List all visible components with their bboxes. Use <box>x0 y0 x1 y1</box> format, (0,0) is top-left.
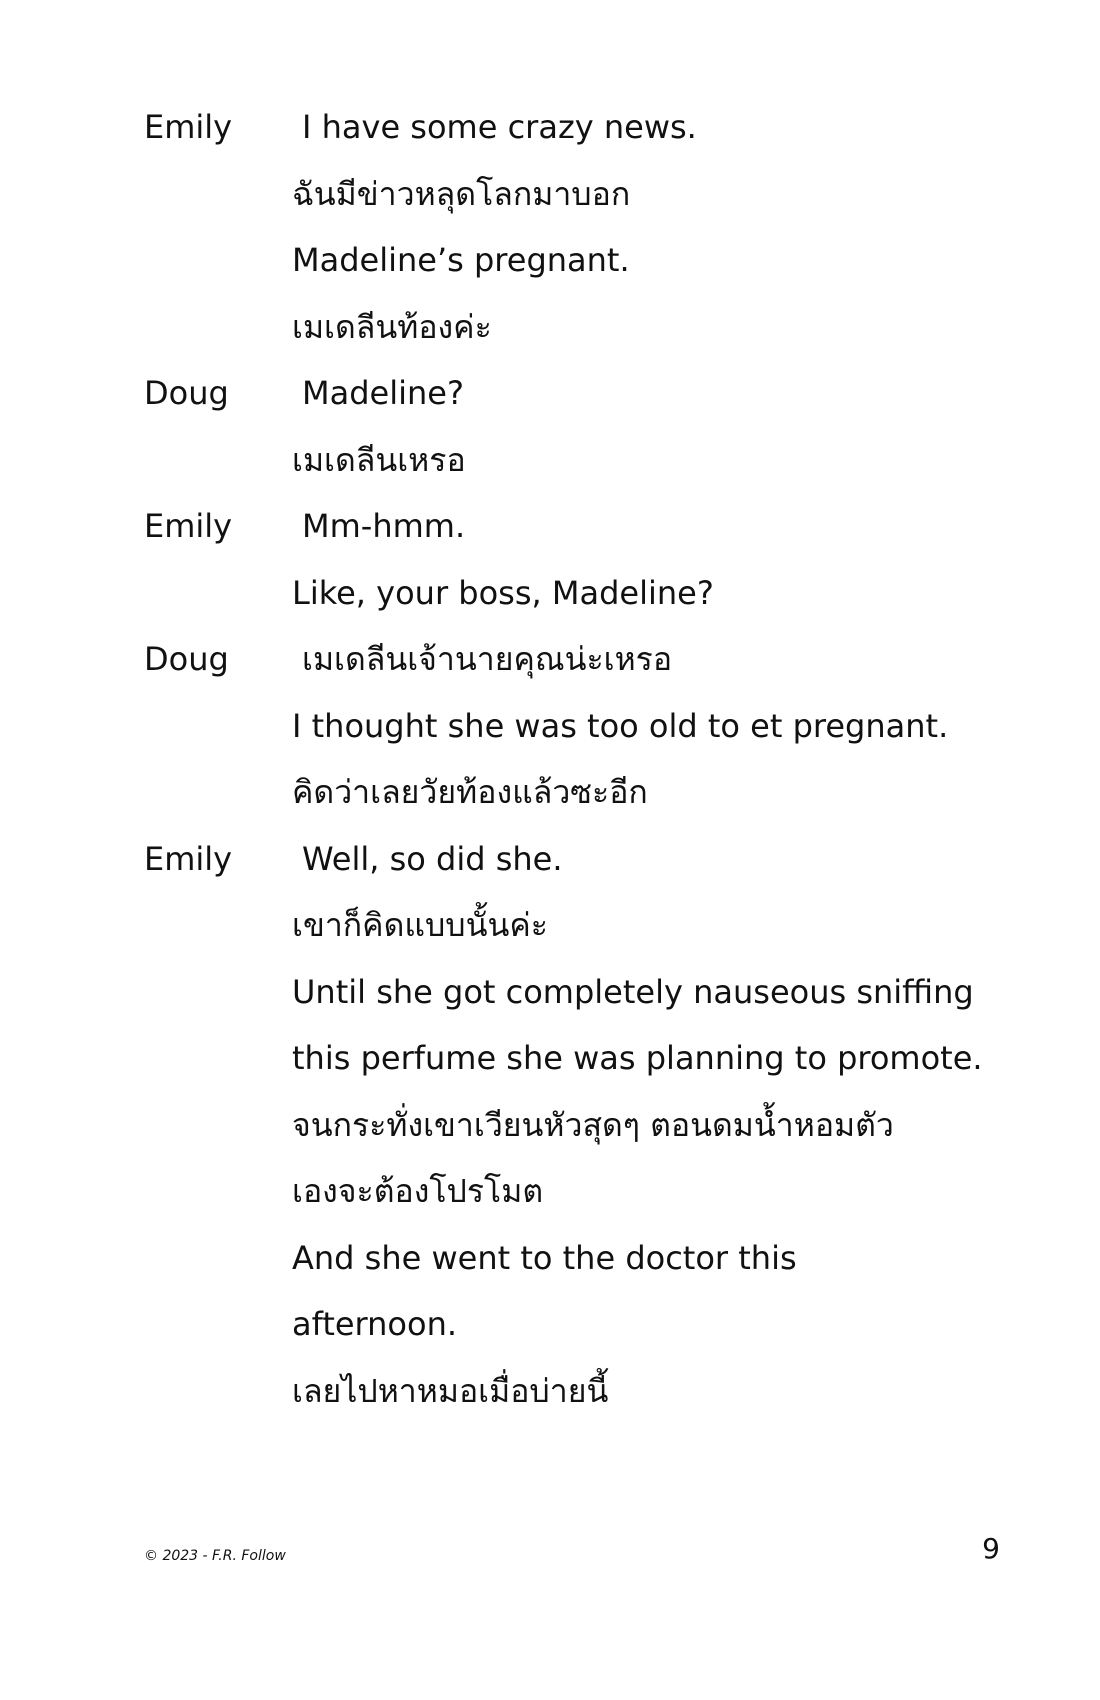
dialogue-line: Madeline? <box>302 374 464 412</box>
dialogue-line: Like, your boss, Madeline? <box>292 573 714 612</box>
dialogue-line: เลยไปหาหมอเมื่อบ่ายนี้ <box>292 1371 609 1410</box>
dialogue-lines <box>292 826 1004 1425</box>
speaker-name: Doug <box>144 640 229 678</box>
dialogue-line: เองจะต้องโปรโมต <box>292 1172 544 1210</box>
speaker-name: Emily <box>144 507 233 545</box>
dialogue-block <box>144 493 1004 626</box>
dialogue-line: ฉันมีข่าวหลุดโลกมาบอก <box>292 174 631 213</box>
dialogue-line: จนกระทั่งเขาเวียนหัวสุดๆ ตอนดมน้ำหอมตัว <box>292 1105 894 1144</box>
dialogue-lines <box>292 360 1004 493</box>
dialogue-block <box>144 826 1004 1425</box>
dialogue-line: Until she got completely nauseous sniffing <box>292 972 974 1011</box>
dialogue-script <box>144 94 1004 1424</box>
dialogue-lines <box>292 94 1004 360</box>
dialogue-line: Mm-hmm. <box>302 507 466 545</box>
dialogue-line: เมเดลีนเจ้านายคุณน่ะเหรอ <box>302 640 673 678</box>
dialogue-line: Well, so did she. <box>302 839 563 878</box>
dialogue-line: เมเดลีนเหรอ <box>292 440 466 479</box>
dialogue-lines <box>292 626 1004 826</box>
speaker-name: Emily <box>144 839 233 878</box>
speaker-name: Doug <box>144 374 229 412</box>
dialogue-line: I have some crazy news. <box>302 108 697 146</box>
dialogue-line: คิดว่าเลยวัยท้องแล้วซะอีก <box>292 773 648 811</box>
dialogue-line: I thought she was too old to et pregnant. <box>292 706 949 745</box>
dialogue-line: เมเดลีนท้องค่ะ <box>292 307 492 346</box>
dialogue-block <box>144 626 1004 826</box>
dialogue-line: afternoon. <box>292 1305 458 1343</box>
speaker-name: Emily <box>144 108 233 146</box>
dialogue-block <box>144 360 1004 493</box>
dialogue-line: เขาก็คิดแบบนั้นค่ะ <box>292 906 548 944</box>
page-number: 9 <box>982 1532 1000 1565</box>
dialogue-line: Madeline’s pregnant. <box>292 241 630 279</box>
dialogue-line: And she went to the doctor this <box>292 1238 797 1277</box>
dialogue-lines <box>292 493 1004 626</box>
dialogue-line: this perfume she was planning to promote. <box>292 1039 983 1077</box>
copyright-notice: © 2023 - F.R. Follow <box>144 1548 286 1564</box>
dialogue-block <box>144 94 1004 360</box>
